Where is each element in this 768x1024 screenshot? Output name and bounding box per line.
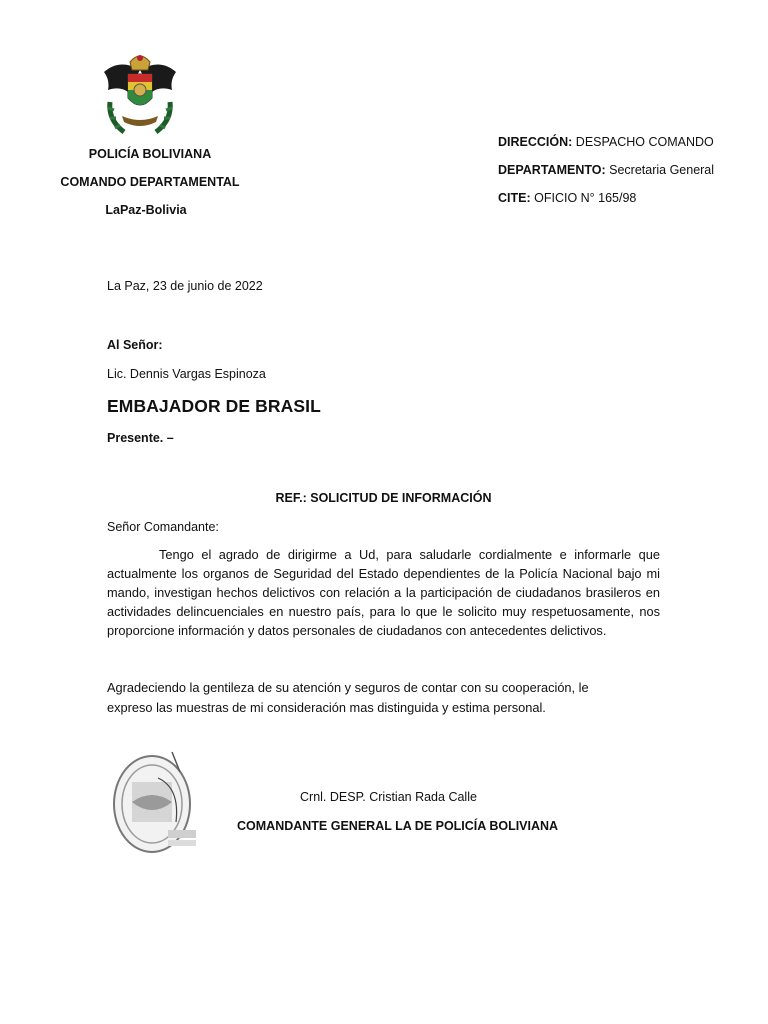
- reference-line: REF.: SOLICITUD DE INFORMACIÓN: [275, 491, 492, 505]
- date-line: La Paz, 23 de junio de 2022: [107, 279, 263, 293]
- signatory-name: Crnl. DESP. Cristian Rada Calle: [300, 790, 477, 804]
- institution-name: POLICÍA BOLIVIANA: [88, 147, 212, 161]
- salutation: Al Señor:: [107, 338, 163, 352]
- body-paragraph-2-line-2: expreso las muestras de mi consideración mas distinguida y estima personal.: [107, 700, 546, 715]
- addressee-title: EMBAJADOR DE BRASIL: [107, 396, 321, 416]
- body-paragraph-2-line-1: Agradeciendo la gentileza de su atención y seguros de contar con su cooperación, le: [107, 680, 589, 695]
- greeting: Señor Comandante:: [107, 520, 219, 534]
- signatory-position: COMANDANTE GENERAL LA DE POLICÍA BOLIVIANA: [237, 819, 559, 833]
- addressee-name: Lic. Dennis Vargas Espinoza: [107, 367, 266, 381]
- location: LaPaz-Bolivia: [105, 203, 187, 217]
- body-paragraph-1: Tengo el agrado de dirigirme a Ud, para saludarle cordialmente e informarle que actualmente los organos de Seguridad del Estado dependientes de la Policía Nacional bajo mi mando, investigan hechos delictivos con relación a la participación de ciudadanos brasileros en actividades delincuenciales en nuestro país, para lo que le solicito muy respetuosamente, nos proporcione información y datos personales de ciudadanos con antecedentes delictivos.: [107, 547, 660, 638]
- departamento-line: [498, 162, 738, 178]
- direccion-label: DIRECCIÓN:: [498, 135, 573, 149]
- departamento-value: Secretaria General: [609, 163, 715, 177]
- direccion-line: [498, 134, 738, 150]
- cite-line: [498, 190, 738, 206]
- command-name: COMANDO DEPARTAMENTAL: [60, 175, 240, 189]
- direccion-value: DESPACHO COMANDO: [575, 135, 714, 149]
- cite-value: OFICIO N° 165/98: [534, 191, 637, 205]
- official-seal-stamp-icon: [110, 748, 200, 860]
- departamento-label: DEPARTAMENTO:: [498, 163, 606, 177]
- cite-label: CITE:: [498, 191, 531, 205]
- presente: Presente. –: [107, 431, 174, 445]
- police-coat-of-arms-icon: [100, 50, 180, 136]
